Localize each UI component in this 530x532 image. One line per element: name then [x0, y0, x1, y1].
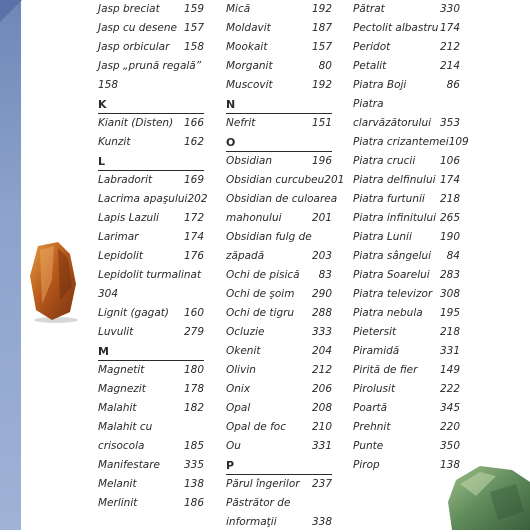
- index-entry: [98, 190, 208, 209]
- entry-name: Lignit (gagat): [98, 307, 169, 319]
- entry-page-number: 222: [439, 383, 460, 395]
- entry-page-number: 218: [439, 193, 460, 205]
- index-entry: [98, 266, 204, 285]
- index-entry: [98, 285, 204, 304]
- entry-name: Melanit: [98, 478, 137, 490]
- index-entry: [98, 494, 204, 513]
- entry-page-number: 83: [318, 269, 332, 281]
- entry-name: Ou: [226, 440, 241, 452]
- entry-name: Morganit: [226, 60, 273, 72]
- entry-name: informaţii: [226, 516, 277, 528]
- index-entry: [226, 76, 332, 95]
- index-entry: [353, 418, 460, 437]
- entry-name: crisocola: [98, 440, 145, 452]
- entry-name: Pectolit albastru: [353, 22, 439, 34]
- entry-page-number: 345: [439, 402, 460, 414]
- entry-page-number: 185: [183, 440, 204, 452]
- index-entry: [353, 304, 460, 323]
- entry-name: Poartă: [353, 402, 388, 414]
- index-entry: [98, 19, 204, 38]
- entry-page-number: 201: [311, 212, 332, 224]
- entry-page-number: 159: [183, 3, 204, 15]
- entry-name: Petalit: [353, 60, 387, 72]
- index-column-2: [226, 0, 345, 532]
- entry-page-number: 290: [311, 288, 332, 300]
- entry-page-number: 178: [183, 383, 204, 395]
- entry-page-number: 190: [439, 231, 460, 243]
- entry-name: Piatra Lunii: [353, 231, 412, 243]
- decorative-side-band: [0, 0, 21, 530]
- entry-page-number: 160: [183, 307, 204, 319]
- entry-name: Obsidian: [226, 155, 272, 167]
- entry-page-number: 203: [311, 250, 332, 262]
- index-entry: [226, 513, 332, 532]
- index-entry: [353, 171, 460, 190]
- entry-page-number: 265: [439, 212, 460, 224]
- index-entry: [226, 209, 332, 228]
- index-entry: [98, 209, 204, 228]
- entry-page-number: 158: [183, 41, 204, 53]
- entry-name: Luvulit: [98, 326, 134, 338]
- entry-name: Pirită de fier: [353, 364, 418, 376]
- section-letter: N: [226, 95, 332, 114]
- entry-page-number: 330: [439, 3, 460, 15]
- entry-page-number: 174: [439, 174, 460, 186]
- entry-name: Mookait: [226, 41, 268, 53]
- entry-page-number: 109: [448, 136, 469, 148]
- entry-name: Obsidian fulg de: [226, 231, 312, 243]
- entry-page-number: 174: [439, 22, 460, 34]
- entry-name: Obsidian curcubeu: [226, 174, 325, 186]
- entry-page-number: 80: [318, 60, 332, 72]
- index-entry: [226, 247, 332, 266]
- entry-name: Jasp orbicular: [98, 41, 170, 53]
- entry-page-number: 151: [311, 117, 332, 129]
- index-entry: [353, 380, 460, 399]
- entry-name: Mică: [226, 3, 251, 15]
- entry-name: Labradorit: [98, 174, 153, 186]
- index-entry: [353, 399, 460, 418]
- entry-name: Opal de foc: [226, 421, 286, 433]
- amber-crystal-image: [24, 240, 84, 324]
- index-entry: [226, 38, 332, 57]
- entry-name: Punte: [353, 440, 384, 452]
- index-entry: [98, 475, 204, 494]
- index-entry: [98, 361, 204, 380]
- entry-page-number: 180: [183, 364, 204, 376]
- index-entry: [226, 266, 332, 285]
- entry-page-number: 86: [446, 79, 460, 91]
- entry-page-number: 182: [183, 402, 204, 414]
- index-entry: [98, 418, 204, 437]
- index-entry: [98, 399, 204, 418]
- entry-name: Larimar: [98, 231, 139, 243]
- index-entry: [353, 19, 460, 38]
- entry-name: Piatra crucii: [353, 155, 416, 167]
- entry-name: Obsidian de culoarea: [226, 193, 338, 205]
- entry-page-number: 331: [439, 345, 460, 357]
- entry-name: Okenit: [226, 345, 261, 357]
- entry-page-number: 186: [183, 497, 204, 509]
- index-entry: [226, 228, 332, 247]
- corner-arrow-icon: [0, 0, 22, 22]
- entry-name: Magnetit: [98, 364, 145, 376]
- entry-name: Piramidă: [353, 345, 400, 357]
- entry-name: Ocluzie: [226, 326, 265, 338]
- section-letter: O: [226, 133, 332, 152]
- entry-name: Piatra crizantemei: [353, 136, 449, 148]
- index-entry: [98, 247, 204, 266]
- entry-page-number: 333: [311, 326, 332, 338]
- index-entry: [353, 228, 460, 247]
- entry-page-number: 169: [183, 174, 204, 186]
- index-entry: [98, 171, 204, 190]
- entry-name: Pirolusit: [353, 383, 396, 395]
- entry-name: Piatra: [353, 98, 384, 110]
- entry-name: Piatra sângelui: [353, 250, 432, 262]
- index-entry: [226, 190, 338, 209]
- index-entry: [226, 304, 332, 323]
- index-entry: [98, 380, 204, 399]
- entry-name: Lepidolit: [98, 250, 143, 262]
- entry-name: Kianit (Disten): [98, 117, 174, 129]
- index-entry: [226, 342, 332, 361]
- index-entry: [226, 437, 332, 456]
- index-column-3: [353, 0, 469, 475]
- index-entry: [226, 361, 332, 380]
- index-entry: [353, 57, 460, 76]
- entry-name: Păstrător de: [226, 497, 291, 509]
- section-letter: P: [226, 456, 332, 475]
- index-entry: [98, 456, 204, 475]
- entry-name: Olivin: [226, 364, 256, 376]
- index-entry: [226, 494, 332, 513]
- entry-name: Onix: [226, 383, 251, 395]
- entry-page-number: 174: [183, 231, 204, 243]
- index-entry: [353, 152, 460, 171]
- index-entry: [353, 323, 460, 342]
- index-entry: [226, 418, 332, 437]
- entry-page-number: 220: [439, 421, 460, 433]
- entry-name: Piatra televizor: [353, 288, 433, 300]
- index-entry: [98, 114, 204, 133]
- entry-name: Magnezit: [98, 383, 146, 395]
- index-entry: [98, 133, 204, 152]
- entry-name: Piatra delfinului: [353, 174, 436, 186]
- entry-name: Prehnit: [353, 421, 391, 433]
- entry-page-number: 338: [311, 516, 332, 528]
- entry-page-number: 138: [183, 478, 204, 490]
- entry-page-number: 157: [311, 41, 332, 53]
- entry-page-number: 212: [311, 364, 332, 376]
- entry-page-number: 192: [311, 3, 332, 15]
- index-entry: [353, 285, 460, 304]
- entry-name: clarvăzătorului: [353, 117, 432, 129]
- index-entry: [226, 114, 332, 133]
- index-entry: [353, 361, 460, 380]
- index-entry: [353, 456, 460, 475]
- index-entry: [353, 76, 460, 95]
- entry-page-number: 288: [311, 307, 332, 319]
- index-entry: [226, 475, 332, 494]
- entry-page-number: 237: [311, 478, 332, 490]
- entry-page-number: 350: [439, 440, 460, 452]
- entry-name: zăpadă: [226, 250, 265, 262]
- entry-name: Piatra nebula: [353, 307, 423, 319]
- entry-page-number: 202: [187, 193, 208, 205]
- index-entry: [226, 285, 332, 304]
- entry-page-number: 157: [183, 22, 204, 34]
- section-letter: L: [98, 152, 204, 171]
- entry-name: Malahit cu: [98, 421, 153, 433]
- entry-page-number: 283: [439, 269, 460, 281]
- index-entry: [226, 380, 332, 399]
- entry-name: Merlinit: [98, 497, 138, 509]
- entry-page-number: 335: [183, 459, 204, 471]
- entry-page-number: 166: [183, 117, 204, 129]
- entry-page-number: 176: [183, 250, 204, 262]
- entry-page-number: 187: [311, 22, 332, 34]
- entry-name: Ochi de tigru: [226, 307, 295, 319]
- index-entry: [353, 38, 460, 57]
- index-entry: [353, 0, 460, 19]
- entry-name: Malahit: [98, 402, 137, 414]
- entry-name: Ochi de şoim: [226, 288, 295, 300]
- index-entry: [98, 0, 204, 19]
- entry-name: Piatra Boji: [353, 79, 407, 91]
- entry-name: Muscovit: [226, 79, 273, 91]
- entry-page-number: 208: [311, 402, 332, 414]
- index-entry: [353, 133, 469, 152]
- entry-name: Ochi de pisică: [226, 269, 300, 281]
- entry-name: Lepidolit turmalinat: [98, 269, 202, 281]
- index-entry: [98, 228, 204, 247]
- index-entry: [353, 114, 460, 133]
- entry-name: Pietersit: [353, 326, 397, 338]
- entry-name: 304: [98, 288, 119, 300]
- entry-name: Peridot: [353, 41, 391, 53]
- index-entry: [353, 209, 460, 228]
- entry-name: Lapis Lazuli: [98, 212, 159, 224]
- entry-name: Pirop: [353, 459, 380, 471]
- index-entry: [98, 437, 204, 456]
- section-letter: M: [98, 342, 204, 361]
- entry-name: Jasp breciat: [98, 3, 160, 15]
- entry-name: Piatra infinitului: [353, 212, 437, 224]
- entry-page-number: 331: [311, 440, 332, 452]
- index-entry: [353, 342, 460, 361]
- entry-page-number: 212: [439, 41, 460, 53]
- index-entry: [226, 171, 345, 190]
- index-entry: [226, 152, 332, 171]
- entry-page-number: 353: [439, 117, 460, 129]
- index-entry: [226, 399, 332, 418]
- index-entry: [98, 323, 204, 342]
- index-entry: [226, 19, 332, 38]
- entry-page-number: 138: [439, 459, 460, 471]
- entry-name: Opal: [226, 402, 251, 414]
- index-entry: [226, 323, 332, 342]
- entry-name: Piatra furtunii: [353, 193, 425, 205]
- entry-page-number: 192: [311, 79, 332, 91]
- entry-name: Lacrima apaşului: [98, 193, 188, 205]
- entry-name: Kunzit: [98, 136, 131, 148]
- index-entry: [353, 437, 460, 456]
- index-entry: [226, 0, 332, 19]
- entry-name: Pătrat: [353, 3, 385, 15]
- index-entry: [98, 38, 204, 57]
- entry-page-number: 149: [439, 364, 460, 376]
- entry-name: Manifestare: [98, 459, 161, 471]
- index-entry: [353, 95, 460, 114]
- entry-page-number: 195: [439, 307, 460, 319]
- index-entry: [353, 266, 460, 285]
- entry-page-number: 279: [183, 326, 204, 338]
- entry-page-number: 210: [311, 421, 332, 433]
- entry-page-number: 201: [324, 174, 345, 186]
- entry-name: Jasp cu desene: [98, 22, 177, 34]
- entry-name: 158: [98, 79, 119, 91]
- entry-name: Nefrit: [226, 117, 256, 129]
- index-entry: [226, 57, 332, 76]
- entry-page-number: 172: [183, 212, 204, 224]
- entry-page-number: 206: [311, 383, 332, 395]
- index-entry: [98, 76, 204, 95]
- index-entry: [353, 247, 460, 266]
- index-entry: [353, 190, 460, 209]
- index-entry: [98, 57, 204, 76]
- entry-page-number: 218: [439, 326, 460, 338]
- entry-page-number: 84: [446, 250, 460, 262]
- index-entry: [98, 304, 204, 323]
- entry-name: Părul îngerilor: [226, 478, 300, 490]
- entry-page-number: 308: [439, 288, 460, 300]
- entry-name: Jasp „prună regală”: [98, 60, 202, 72]
- entry-page-number: 204: [311, 345, 332, 357]
- entry-name: mahonului: [226, 212, 282, 224]
- entry-name: Piatra Soarelui: [353, 269, 430, 281]
- section-letter: K: [98, 95, 204, 114]
- entry-page-number: 162: [183, 136, 204, 148]
- entry-name: Moldavit: [226, 22, 271, 34]
- entry-page-number: 214: [439, 60, 460, 72]
- entry-page-number: 106: [439, 155, 460, 167]
- entry-page-number: 196: [311, 155, 332, 167]
- index-column-1: [98, 0, 208, 513]
